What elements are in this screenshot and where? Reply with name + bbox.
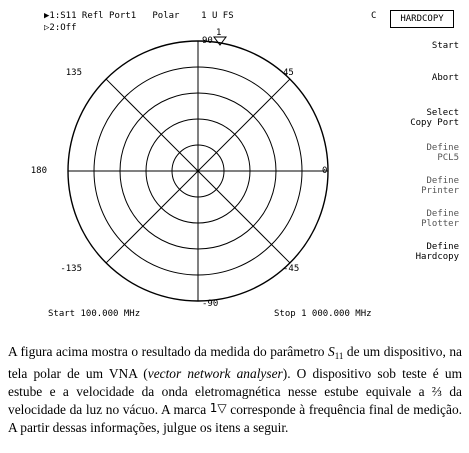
trace-1-status: ▶1:S11 Refl Port1 Polar 1 U FS (44, 11, 234, 21)
polar-grid (65, 41, 328, 301)
angle-label-bottom-right: -45 (283, 264, 300, 274)
s-parameter-symbol: S (328, 344, 335, 359)
softkey-select-copy-port[interactable]: Select Copy Port (410, 108, 459, 128)
caption-part-3: ). O dispositivo sob teste é um estube e a velocidade da onda eletromagnética nesse estube equivale a ⅔ da velocidade da luz no vácuo. A marca (8, 366, 462, 417)
stop-frequency: Stop 1 000.000 MHz (274, 309, 372, 319)
marker-number: 1 (216, 28, 222, 38)
softkey-abort[interactable]: Abort (431, 73, 459, 83)
caption-part-2: de um dispositivo, na tela polar de um VNA ( (8, 344, 462, 381)
angle-label-left: 180 (30, 166, 47, 176)
angle-label-bottom-left: -135 (60, 264, 82, 274)
angle-label-top-left: 135 (65, 68, 82, 78)
correction-indicator: C (371, 11, 377, 21)
angle-label-right: 0 (322, 166, 328, 176)
softkey-start[interactable]: Start (431, 41, 459, 51)
caption-part-1: A figura acima mostra o resultado da medida do parâmetro (8, 344, 329, 359)
angle-label-top-right: 45 (283, 68, 294, 78)
softkey-menu-title: HARDCOPY (390, 10, 454, 28)
softkey-define-printer[interactable]: Define Printer (421, 176, 459, 196)
trace-2-status: ▷2:Off (44, 23, 77, 33)
softkey-define-plotter[interactable]: Define Plotter (421, 209, 459, 229)
softkey-define-hardcopy[interactable]: Define Hardcopy (415, 242, 459, 262)
caption-part-4: corresponde à frequência final de medição. A partir dessas informações, julgue os itens a seguir. (8, 402, 462, 435)
angle-label-top: 90 (202, 36, 213, 46)
start-frequency: Start 100.000 MHz (48, 309, 141, 319)
question-text (8, 343, 462, 437)
softkey-define-pcl5[interactable]: Define PCL5 (426, 143, 459, 163)
vna-term: vector network analyser (147, 366, 283, 381)
marker-inline-icon: 1▽ (209, 401, 227, 415)
s-parameter-subscript: 11 (334, 351, 344, 361)
angle-label-bottom: -90 (202, 299, 219, 309)
